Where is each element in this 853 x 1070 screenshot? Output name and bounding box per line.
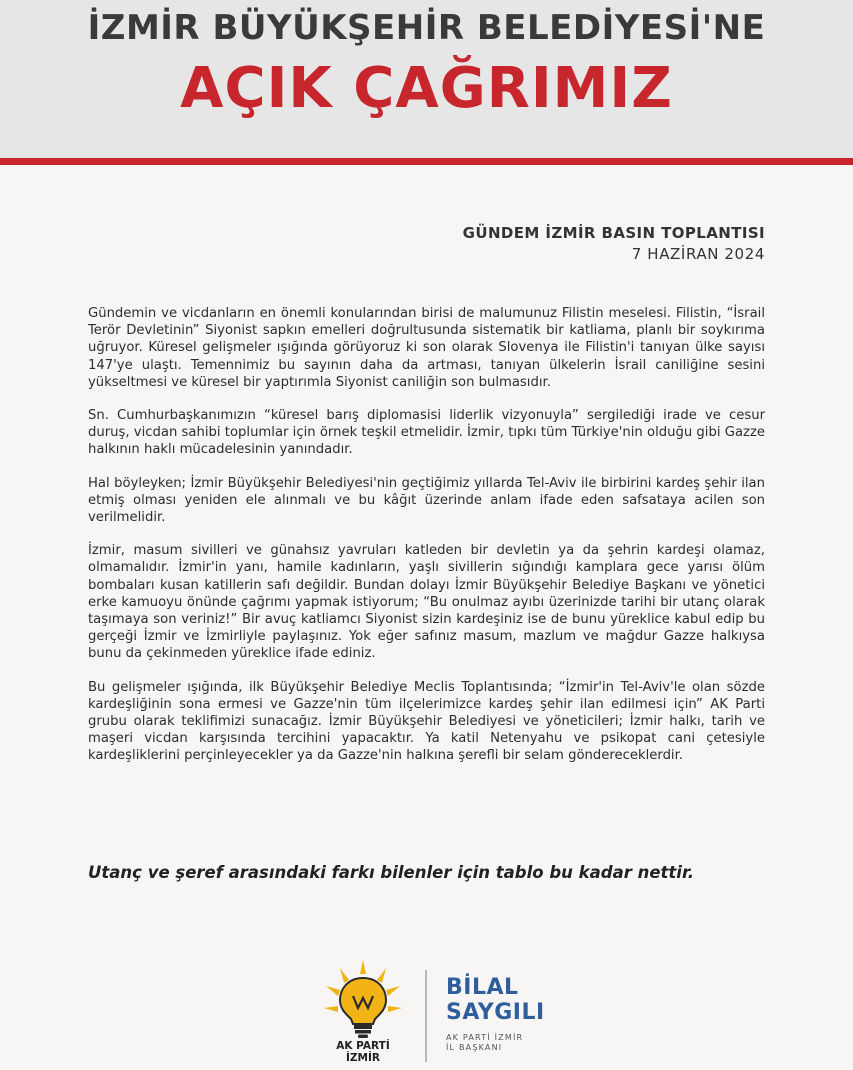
paragraph-1: Gündemin ve vicdanların en önemli konularından birisi de malumunuz Filistin meselesi. Filistin, “İsrail Terör Devletinin” Siyonist sapkın emelleri doğrultusunda sistematik bir katliama, planlı bir soykırıma uğruyor. Küresel gelişmeler ışığında görüyoruz ki son olarak Slovenya ile Filistin'i tanıyan ülke sayısı 147'ye ulaştı. Temennimiz bu sayının daha da artması, tanıyan ülkelerin İsrail caniliğine sesini yükseltmesi ve küresel bir yaptırımla Siyonist caniliğin son bulmasıdır.: [88, 306, 765, 390]
signature-last-name: SAYGILI: [446, 1000, 545, 1025]
closing-statement: Utanç ve şeref arasındaki farkı bilenler için tablo bu kadar nettir.: [88, 863, 695, 882]
press-meta: [463, 224, 765, 264]
signature-title-line2: İL BAŞKANI: [446, 1043, 503, 1052]
paragraph-3: Hal böyleyken; İzmir Büyükşehir Belediyesi'nin geçtiğimiz yıllarda Tel-Aviv ile birbirini kardeş şehir ilan etmiş olması yeniden ele alınmalı ve bu kâğıt üzerinde anlam ifade eden safsataya acilen son verilmelidir.: [88, 475, 765, 526]
logo-text-city: İZMİR: [346, 1052, 380, 1064]
signature-block: [446, 975, 556, 1053]
event-date: 7 HAZİRAN 2024: [631, 245, 765, 263]
signature-title-line1: AK PARTİ İZMİR: [446, 1033, 524, 1042]
ak-parti-logo: [318, 958, 414, 1068]
header-title-line1: İZMİR BÜYÜKŞEHİR BELEDİYESİ'NE: [87, 8, 766, 48]
logo-text-party: AK PARTİ: [336, 1040, 390, 1052]
statement-body: [88, 305, 765, 781]
lightbulb-logo-icon: [318, 958, 408, 1040]
header-title-line2: AÇIK ÇAĞRIMIZ: [180, 56, 673, 121]
header-banner: [0, 0, 853, 158]
header-red-divider: [0, 158, 853, 165]
footer-divider: [425, 970, 427, 1062]
signature-first-name: BİLAL: [446, 975, 519, 1000]
paragraph-4: İzmir, masum sivilleri ve günahsız yavruları katleden bir devletin ya da şehrin kardeşi olamaz, olmamalıdır. İzmir'in yanı, hamile kadınların, yaşlı sivillerin sığındığı kamplara gece yarısı ölüm bombaları kusan katillerin safı değildir. Bundan dolayı İzmir Büyükşehir Belediye Başkanı ve yönetici erke kamuoyu önünde çağrımı yapmak istiyorum; “Bu onulmaz ayıbı üzerinizde tarihi bir utanç olarak taşımaya son veriniz!” Bir avuç katliamcı Siyonist sizin kardeşiniz ise de bunu yüreklice kabul edip bu gerçeği İzmir ve İzmirliyle paylaşınız. Yok eğer safınız masum, mazlum ve mağdur Gazze halkıysa bunu da çekinmeden yüreklice ifade ediniz.: [88, 543, 765, 662]
paragraph-2: Sn. Cumhurbaşkanımızın “küresel barış diplomasisi liderlik vizyonuyla” sergilediği irade ve cesur duruş, vicdan sahibi toplumlar için örnek teşkil etmelidir. İzmir, tıpkı tüm Türkiye'nin olduğu gibi Gazze halkının haklı mücadelesinin yanındadır.: [88, 408, 765, 458]
event-title: GÜNDEM İZMİR BASIN TOPLANTISI: [462, 224, 765, 242]
paragraph-5: Bu gelişmeler ışığında, ilk Büyükşehir Belediye Meclis Toplantısında; “İzmir'in Tel-Aviv'le olan sözde kardeşliğinin sona ermesi ve Gazze'nin tüm ilçelerimizce kardeş şehir ilan edilmesi için” AK Parti grubu olarak teklifimizi sunacağız. İzmir Büyükşehir Belediyesi ve yöneticileri; İzmir halkı, tarih ve maşeri vicdan karşısında tercihini yapacaktır. Ya katil Netenyahu ve psikopat cani çetesiyle kardeşliklerini perçinleyecekler ya da Gazze'nin halkına şerefli bir selam göndereceklerdir.: [88, 679, 765, 764]
